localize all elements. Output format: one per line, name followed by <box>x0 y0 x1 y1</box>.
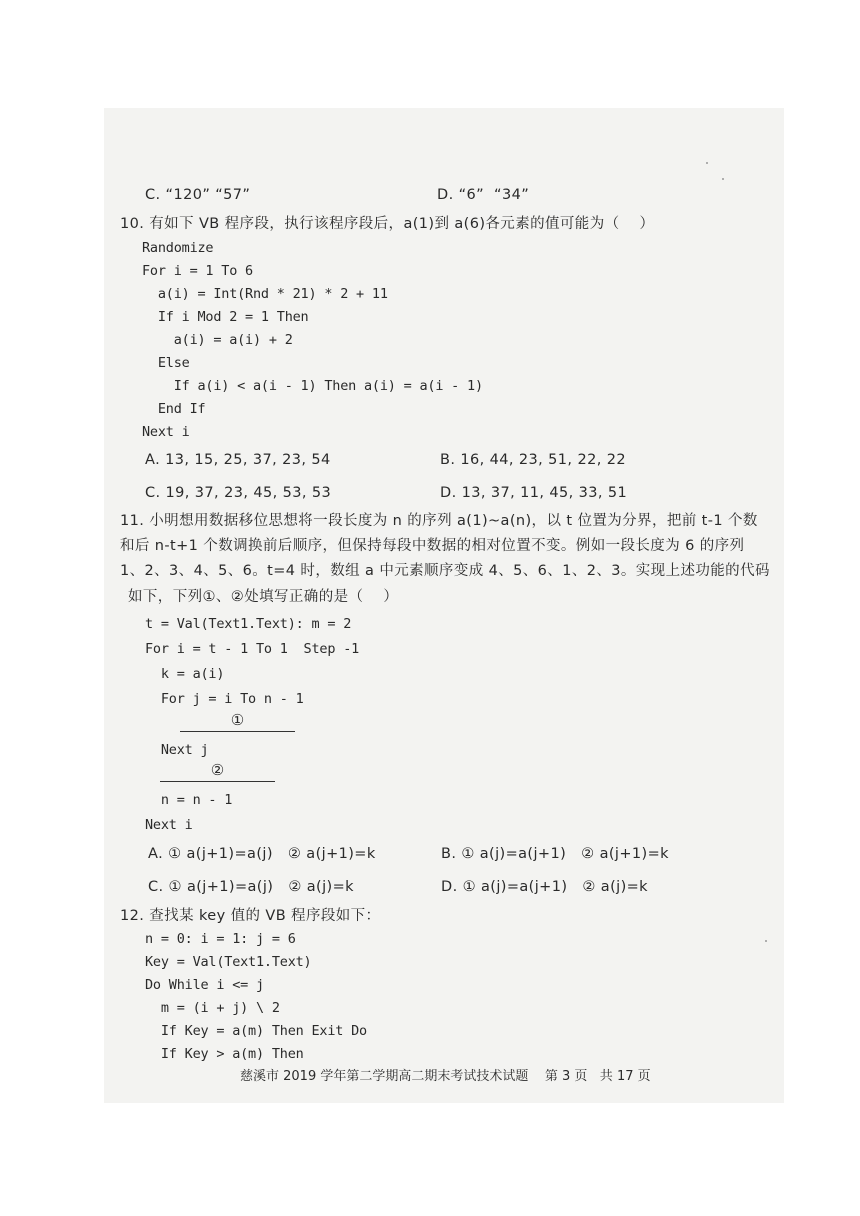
q12-code-line: If Key > a(m) Then <box>145 1046 304 1062</box>
q11-stem-line: 如下，下列①、②处填写正确的是（ ） <box>128 589 399 605</box>
q10-stem: 10. 有如下 VB 程序段，执行该程序段后，a(1)到 a(6)各元素的值可能为（ ） <box>120 216 655 232</box>
q10-code-line: If i Mod 2 = 1 Then <box>142 309 309 325</box>
q12-stem: 12. 查找某 key 值的 VB 程序段如下： <box>120 908 381 924</box>
scan-speck <box>765 940 767 942</box>
q12-code-line: m = (i + j) \ 2 <box>145 1000 280 1016</box>
q10-code-line: Next i <box>142 424 190 440</box>
q11-code-line: k = a(i) <box>145 666 225 682</box>
q10-code-line: End If <box>142 401 206 417</box>
q10-code-line: Randomize <box>142 240 214 256</box>
q11-option-d: D. ① a(j)=a(j+1) ② a(j)=k <box>441 879 648 895</box>
q10-code-line: Else <box>142 355 190 371</box>
q10-option-c: C. 19, 37, 23, 45, 53, 53 <box>145 485 332 501</box>
scan-speck <box>706 162 708 164</box>
q10-option-d: D. 13, 37, 11, 45, 33, 51 <box>440 485 628 501</box>
q11-option-c: C. ① a(j+1)=a(j) ② a(j)=k <box>148 879 354 895</box>
q11-code-line: For i = t - 1 To 1 Step -1 <box>145 641 360 657</box>
q10-option-b: B. 16, 44, 23, 51, 22, 22 <box>440 452 626 468</box>
q11-code-line: Next j <box>145 742 209 758</box>
q11-blank-2: ② <box>160 761 275 782</box>
q11-code-line: n = n - 1 <box>145 792 233 808</box>
q9-option-c: C. “120” “57” <box>145 187 251 203</box>
q11-stem-line: 和后 n-t+1 个数调换前后顺序，但保持每段中数据的相对位置不变。例如一段长度为 6 的序列 <box>120 538 745 554</box>
q11-option-b: B. ① a(j)=a(j+1) ② a(j+1)=k <box>441 846 669 862</box>
page-footer: 慈溪市 2019 学年第二学期高二期末考试技术试题 第 3 页 共 17 页 <box>240 1069 651 1084</box>
q11-stem-line: 1、2、3、4、5、6。t=4 时，数组 a 中元素顺序变成 4、5、6、1、2、3。实现上述功能的代码 <box>120 563 770 579</box>
q11-stem-line: 11. 小明想用数据移位思想将一段长度为 n 的序列 a(1)~a(n)，以 t 位置为分界，把前 t-1 个数 <box>120 513 758 529</box>
q12-code-line: Key = Val(Text1.Text) <box>145 954 312 970</box>
q10-code-line: a(i) = a(i) + 2 <box>142 332 293 348</box>
q10-code-line: For i = 1 To 6 <box>142 263 253 279</box>
q11-code-line: For j = i To n - 1 <box>145 691 304 707</box>
q11-code-line: t = Val(Text1.Text): m = 2 <box>145 616 352 632</box>
q10-code-line: a(i) = Int(Rnd * 21) * 2 + 11 <box>142 286 388 302</box>
q10-option-a: A. 13, 15, 25, 37, 23, 54 <box>145 452 331 468</box>
q11-blank-1: ① <box>180 711 295 732</box>
q12-code-line: n = 0: i = 1: j = 6 <box>145 931 296 947</box>
q12-code-line: If Key = a(m) Then Exit Do <box>145 1023 367 1039</box>
scan-speck <box>722 178 724 180</box>
q10-code-line: If a(i) < a(i - 1) Then a(i) = a(i - 1) <box>142 378 483 394</box>
q12-code-line: Do While i <= j <box>145 977 264 993</box>
q11-code-line: Next i <box>145 817 193 833</box>
q9-option-d: D. “6” “34” <box>437 187 530 203</box>
q11-option-a: A. ① a(j+1)=a(j) ② a(j+1)=k <box>148 846 376 862</box>
